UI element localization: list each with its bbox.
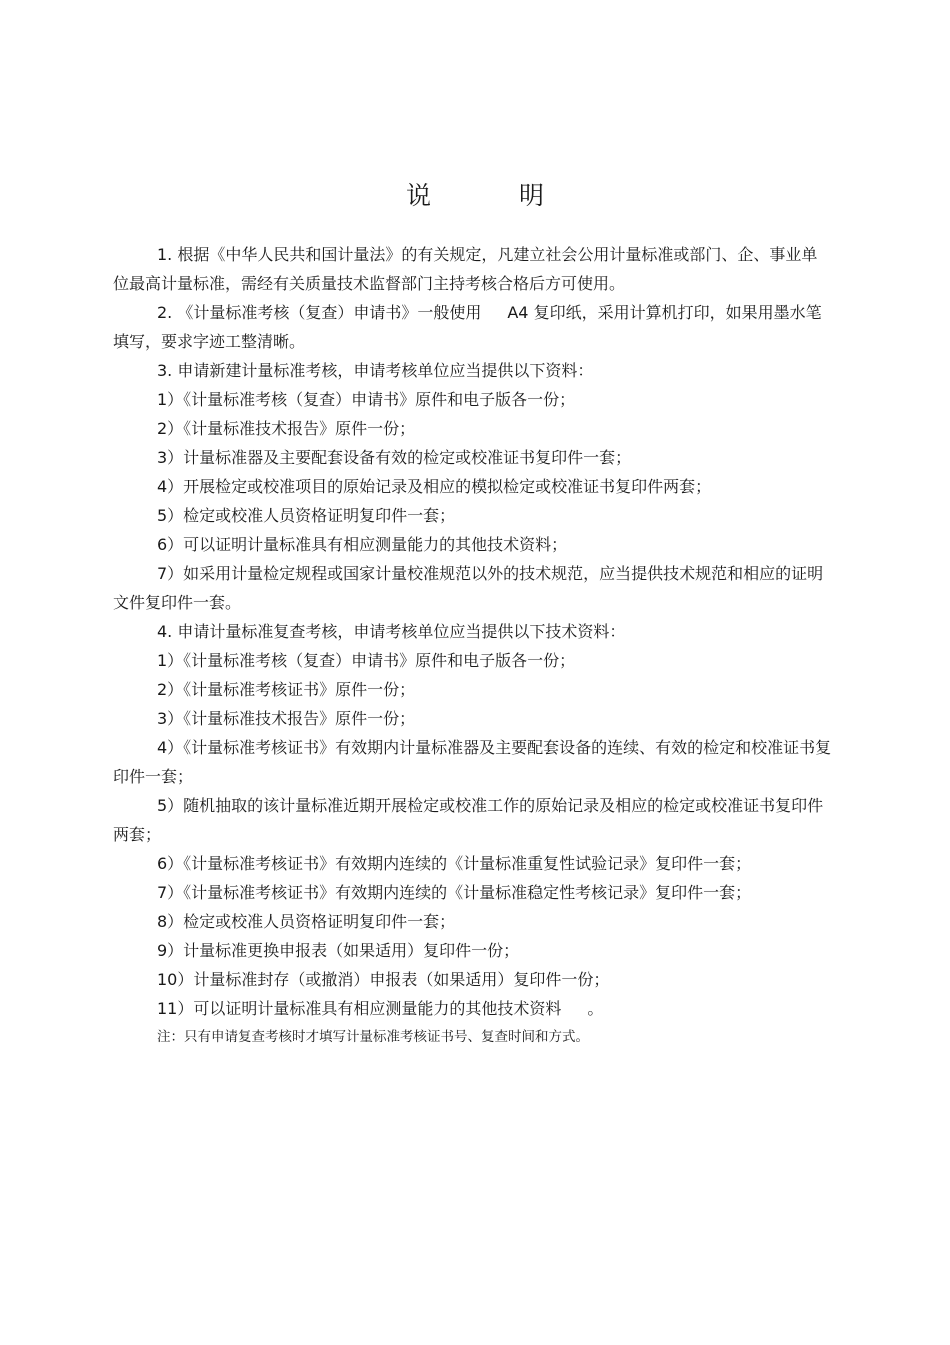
list-item: 6）可以证明计量标准具有相应测量能力的其他技术资料； xyxy=(157,535,568,554)
list-item: 7）《计量标准考核证书》有效期内连续的《计量标准稳定性考核记录》复印件一套； xyxy=(157,883,752,902)
footnote: 注：只有申请复查考核时才填写计量标准考核证书号、复查时间和方式。 xyxy=(157,1029,589,1045)
list-item: 2）《计量标准技术报告》原件一份； xyxy=(157,419,416,438)
list-item-text: 11）可以证明计量标准具有相应测量能力的其他技术资料 xyxy=(157,999,562,1018)
title-char-1: 说 xyxy=(405,181,431,210)
title-char-2: 明 xyxy=(519,181,545,210)
list-item: 8）检定或校准人员资格证明复印件一套； xyxy=(157,912,456,931)
list-item: 2）《计量标准考核证书》原件一份； xyxy=(157,680,416,699)
list-item: 5）检定或校准人员资格证明复印件一套； xyxy=(157,506,456,525)
list-item: 6）《计量标准考核证书》有效期内连续的《计量标准重复性试验记录》复印件一套； xyxy=(157,854,752,873)
page-title xyxy=(0,176,950,212)
list-item: 5）随机抽取的该计量标准近期开展检定或校准工作的原始记录及相应的检定或校准证书复印件两套； xyxy=(113,796,824,844)
paragraph-2-part-2: A4 复印纸，采用计算机打印，如果用墨水笔填写，要求字迹工整清晰。 xyxy=(113,303,822,351)
list-item: 1）《计量标准考核（复查）申请书》原件和电子版各一份； xyxy=(157,390,576,409)
list-item-end-mark: 。 xyxy=(587,999,604,1018)
list-item: 3）《计量标准技术报告》原件一份； xyxy=(157,709,416,728)
list-item: 4）《计量标准考核证书》有效期内计量标准器及主要配套设备的连续、有效的检定和校准证书复印件一套； xyxy=(113,738,832,786)
list-item: 3）计量标准器及主要配套设备有效的检定或校准证书复印件一套； xyxy=(157,448,632,467)
paragraph-3: 3. 申请新建计量标准考核，申请考核单位应当提供以下资料： xyxy=(157,361,594,380)
paragraph-2-part-1: 2. 《计量标准考核（复查）申请书》一般使用 xyxy=(157,303,482,322)
paragraph-2 xyxy=(113,298,833,356)
list-item: 9）计量标准更换申报表（如果适用）复印件一份； xyxy=(157,941,520,960)
list-item: 4）开展检定或校准项目的原始记录及相应的模拟检定或校准证书复印件两套； xyxy=(157,477,712,496)
list-item: 10）计量标准封存（或撤消）申报表（如果适用）复印件一份； xyxy=(157,970,610,989)
instructions-body xyxy=(113,240,833,1049)
list-item xyxy=(113,994,833,1023)
list-item: 1）《计量标准考核（复查）申请书》原件和电子版各一份； xyxy=(157,651,576,670)
paragraph-1: 1. 根据《中华人民共和国计量法》的有关规定，凡建立社会公用计量标准或部门、企、事业单位最高计量标准，需经有关质量技术监督部门主持考核合格后方可使用。 xyxy=(113,245,818,293)
list-item: 7）如采用计量检定规程或国家计量校准规范以外的技术规范，应当提供技术规范和相应的证明文件复印件一套。 xyxy=(113,564,824,612)
paragraph-4: 4. 申请计量标准复查考核，申请考核单位应当提供以下技术资料： xyxy=(157,622,626,641)
